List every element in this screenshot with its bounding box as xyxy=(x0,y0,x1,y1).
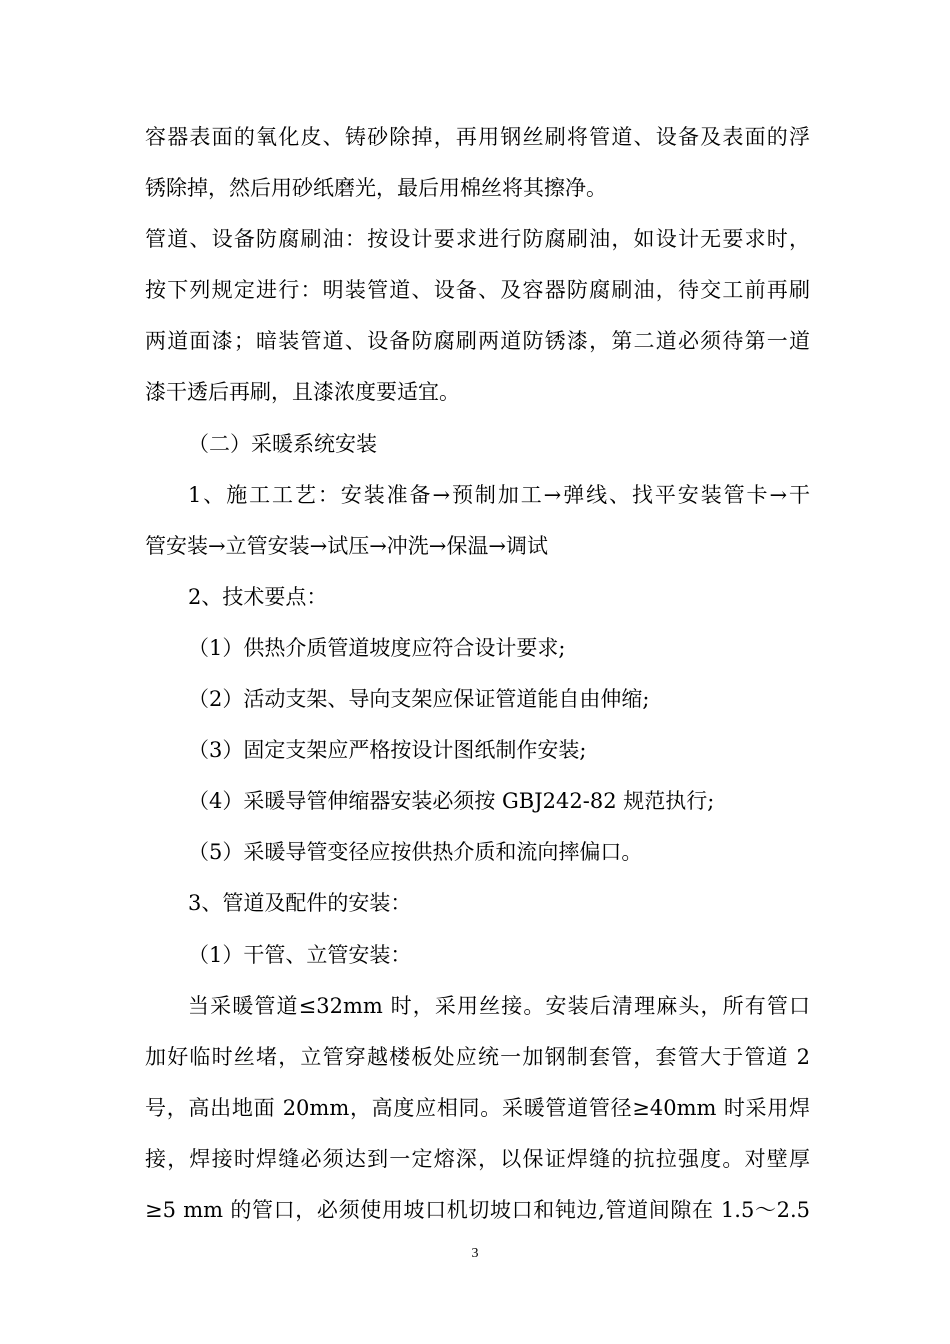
page-number: 3 xyxy=(471,1246,479,1261)
text-line: 漆干透后再刷，且漆浓度要适宜。 xyxy=(145,380,460,405)
text-line: 按下列规定进行：明装管道、设备、及容器防腐刷油，待交工前再刷 xyxy=(145,278,810,303)
text-line: 两道面漆；暗装管道、设备防腐刷两道防锈漆，第二道必须待第一道 xyxy=(145,329,810,354)
text-line: 接，焊接时焊缝必须达到一定熔深，以保证焊缝的抗拉强度。对壁厚 xyxy=(145,1146,810,1171)
text-line: （1）干管、立管安装： xyxy=(188,942,412,967)
text-line: 号，高出地面 20mm，高度应相同。采暖管道管径≥40mm 时采用焊 xyxy=(145,1095,810,1120)
text-line: （3）固定支架应严格按设计图纸制作安装; xyxy=(188,738,587,763)
text-line: 3、管道及配件的安装： xyxy=(188,891,412,916)
body-text xyxy=(145,112,810,1236)
text-line: （4）采暖导管伸缩器安装必须按 GBJ242-82 规范执行; xyxy=(188,789,715,814)
text-line: ≥5 mm 的管口，必须使用坡口机切坡口和钝边,管道间隙在 1.5～2.5 xyxy=(145,1197,810,1222)
text-line: 加好临时丝堵，立管穿越楼板处应统一加钢制套管，套管大于管道 2 xyxy=(145,1044,810,1069)
text-line: （2）活动支架、导向支架应保证管道能自由伸缩; xyxy=(188,687,650,712)
text-line: 2、技术要点： xyxy=(188,584,328,609)
text-line: 容器表面的氧化皮、铸砂除掉，再用钢丝刷将管道、设备及表面的浮 xyxy=(145,125,810,149)
text-line: （5）采暖导管变径应按供热介质和流向摔偏口。 xyxy=(188,840,643,865)
text-line: 1、施工工艺：安装准备→预制加工→弹线、找平安装管卡→干 xyxy=(188,482,810,507)
text-line: （二）采暖系统安装 xyxy=(188,431,377,456)
text-line: 当采暖管道≤32mm 时，采用丝接。安装后清理麻头，所有管口 xyxy=(188,993,810,1018)
text-line: （1）供热介质管道坡度应符合设计要求; xyxy=(188,635,566,660)
text-line: 锈除掉，然后用砂纸磨光，最后用棉丝将其擦净。 xyxy=(145,176,607,201)
text-line: 管道、设备防腐刷油：按设计要求进行防腐刷油，如设计无要求时， xyxy=(145,227,810,252)
text-line: 管安装→立管安装→试压→冲洗→保温→调试 xyxy=(145,533,548,558)
